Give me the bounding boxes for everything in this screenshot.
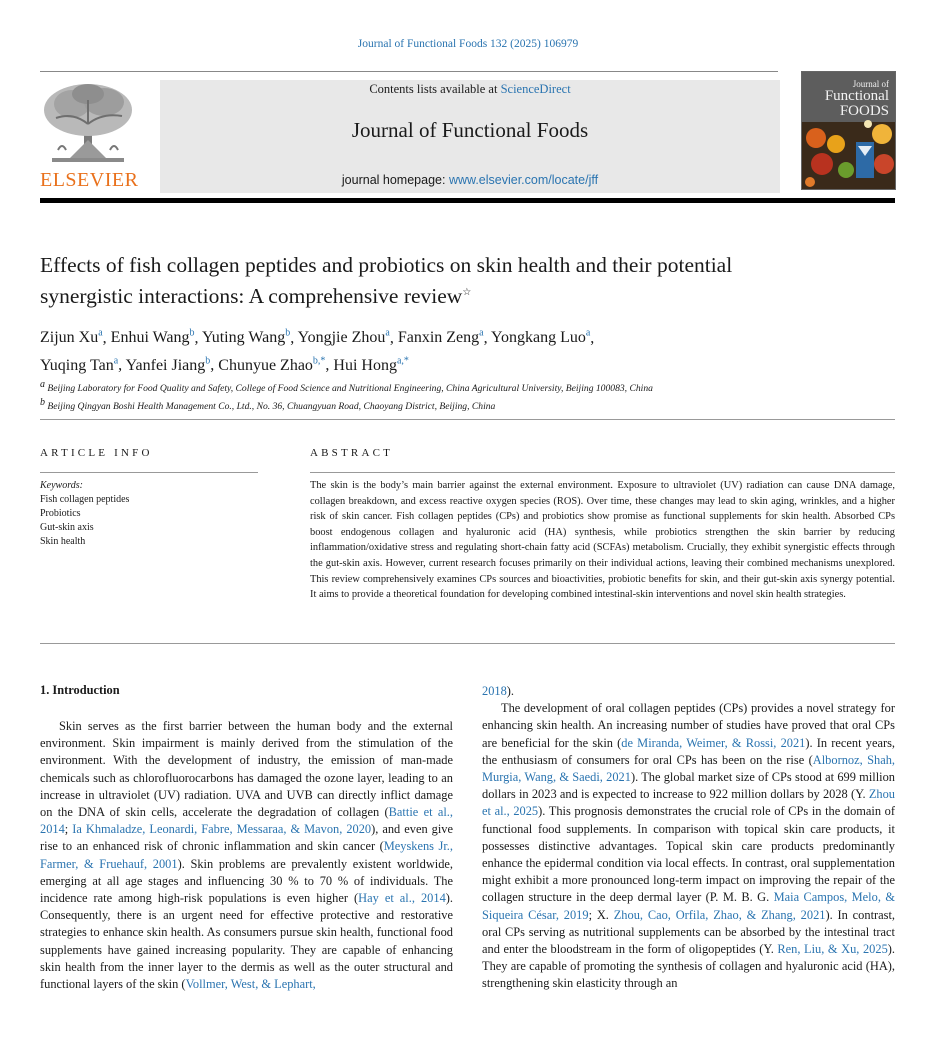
journal-citation[interactable]: Journal of Functional Foods 132 (2025) 106979 — [357, 38, 579, 50]
journal-banner — [160, 80, 780, 193]
body-text: ). They are capable of promoting the synthesis of collagen and hyaluronic acid (HA), strengthening skin elasticity through an — [482, 942, 895, 991]
citation-link[interactable]: Meyskens Jr., Farmer, & Fruehauf, 2001 — [40, 839, 453, 871]
cover-line-1: Journal of — [852, 79, 889, 89]
paragraph-continuation — [482, 683, 895, 700]
author[interactable]: Yuqing Tan$^a$ — [40, 355, 119, 374]
body-text: Skin serves as the first barrier between the human body and the external environment. Skin impairment is mainly derived from the stimulation of the environment. With the development of industry, the emission of man-made chemicals such as chlorofluorocarbons has damaged the ozone layer, leading to an increase in ultraviolet (UV) radiation. UVA and UVB can directly inflict damage on the DNA of skin cells, accelerate the degradation of collagen ( — [40, 719, 453, 820]
citation-link[interactable]: Vollmer, West, & Lephart, — [185, 977, 316, 992]
abstract-text: The skin is the body’s main barrier against the external environment. Exposure to ultraviolet (UV) radiation can cause DNA damage, collagen breakdown, and excess reactive oxygen species (ROS). Over time, these changes may lead to skin aging, wrinkles, and a higher risk of skin cancer. Fish collagen peptides (CPs) and probiotics show promise as functional supplements for skin health. Absorbed CPs boost endogenous collagen and hyaluronic acid (HA) synthesis, while probiotics strengthen the skin barrier by reducing inflammation/oxidative stress and regulating short-chain fatty acid (SCFAs) metabolism. Crucially, they exhibit synergistic effects through the gut-skin axis. However, current research focuses primarily on their individual actions, leaving their combined mechanisms unexplored. This review comprehensively examines CPs sources and bioactivities, probiotic benefits for skin, and their gut-skin axis synergy potential. It aims to provide a theoretical foundation for developing combined intestinal-skin interventions and novel skin health strategies. — [310, 480, 895, 601]
citation-link[interactable]: Ren, Liu, & Xu, 2025 — [777, 942, 888, 957]
author[interactable]: Yongjie Zhou$^a$ — [297, 328, 390, 347]
cover-line-2: Functional — [824, 88, 889, 104]
divider — [40, 419, 895, 420]
author[interactable]: Yongkang Luo$^a$ — [491, 328, 591, 347]
body-text: ). Skin problems are prevalently existent worldwide, emerging at all age stages and influencing 30 % to 70 % of individuals. The incidence rate among high-risk populations is even higher ( — [40, 856, 454, 906]
citation-link[interactable]: de Miranda, Weimer, & Rossi, 2021 — [621, 735, 806, 750]
citation-link[interactable]: 2018 — [482, 684, 507, 698]
body-text: ). Consequently, there is an urgent need for effective protective and restorative strategies to enhance skin health. As consumers pursue skin health, functional food supplements have gained increasing popularity. They are capable of enhancing skin health from the inner layer to the dermis as well as the outer structural and functional layers of the skin ( — [40, 891, 453, 992]
body-text: ; X. — [588, 907, 614, 922]
affiliation-b: $^b$ Beijing Qingyan Boshi Health Management Co., Ltd., No. 36, Chuangyuan Road, Chaoyang District, Beijing, China — [40, 397, 496, 413]
homepage-prefix: journal homepage: — [341, 173, 449, 187]
citation-link[interactable]: Ia Khmaladze, Leonardi, Fabre, Messaraa, & Mavon, 2020 — [72, 822, 372, 837]
keyword: Skin health — [40, 536, 86, 547]
body-text: The development of oral collagen peptides (CPs) provides a novel strategy for enhancing skin health. An increasing number of studies have proved that oral CPs are beneficial for the skin ( — [482, 701, 895, 750]
author[interactable]: Enhui Wang$^b$ — [110, 328, 195, 347]
citation-link[interactable]: Albornoz, Shah, Murgia, Wang, & Saedi, 2021 — [482, 752, 896, 785]
affiliations — [40, 378, 890, 414]
author[interactable]: Hui Hong$^{a,*}$ — [333, 355, 409, 374]
elsevier-tree-icon — [38, 80, 138, 170]
citation-link[interactable]: Hay et al., 2014 — [358, 891, 446, 906]
header-thick-rule — [40, 198, 895, 203]
author[interactable]: Yanfei Jiang$^b$ — [125, 355, 211, 374]
homepage-line — [160, 173, 780, 187]
citation-link[interactable]: Zhou et al., 2025 — [482, 787, 895, 819]
cover-line-3: FOODS — [839, 103, 889, 119]
paragraph — [40, 718, 453, 993]
keywords-label: Keywords: — [40, 480, 83, 491]
elsevier-wordmark: ELSEVIER — [40, 169, 139, 191]
affiliation-a: $^a$ Beijing Laboratory for Food Quality and Safety, College of Food Science and Nutritional Engineering, China Agricultural University, Beijing 100083, China — [40, 379, 653, 395]
keywords — [40, 479, 129, 549]
author[interactable]: Yuting Wang$^b$ — [201, 328, 291, 347]
article-info-rule — [40, 472, 258, 473]
article-title-text: Effects of fish collagen peptides and probiotics on skin health and their potential synergistic interactions: A comprehensive review — [40, 253, 733, 309]
body-column-right — [482, 683, 895, 993]
body-text: ). — [506, 684, 515, 698]
article-info-heading: ARTICLE INFO — [40, 447, 153, 459]
citation-link[interactable]: Maia Campos, Melo, & Siqueira César, 2019 — [482, 890, 895, 922]
body-text: ). In contrast, oral CPs serving as nutritional supplements can be absorbed by the intestinal tract and enter the bloodstream in the form of oligopeptides (Y. — [482, 907, 896, 957]
cover-title — [825, 80, 889, 119]
divider — [40, 643, 895, 644]
journal-cover[interactable] — [801, 71, 896, 190]
paragraph — [482, 700, 895, 992]
elsevier-logo[interactable] — [38, 80, 138, 192]
keyword: Probiotics — [40, 508, 81, 519]
abstract-heading: ABSTRACT — [310, 447, 394, 459]
article-title — [40, 251, 800, 310]
body-text: ), and even give rise to an enhanced risk of chronic inflammation and skin cancer ( — [40, 822, 453, 854]
author[interactable]: Fanxin Zeng$^a$ — [397, 328, 484, 347]
homepage-link[interactable]: www.elsevier.com/locate/jff — [448, 173, 599, 187]
sciencedirect-link[interactable]: ScienceDirect — [500, 82, 571, 96]
citation-link[interactable]: Battie et al., 2014 — [40, 805, 454, 837]
section-heading-introduction: 1. Introduction — [40, 683, 120, 697]
contents-line — [160, 82, 780, 97]
body-text: ). This prognosis demonstrates the crucial role of CPs in the domain of functional food supplements. In comparison with topical skin care products, it possesses distinctive advantages. Topical skin care products predominantly enhance the epidermal condition via local effects. In contrast, oral supplementation might exhibit a more pronounced long-term impact on improving the repair of the collagen structure in the deep dermal layer (P. M. B. G. — [482, 804, 896, 905]
journal-title: Journal of Functional Foods — [351, 118, 589, 142]
keyword: Fish collagen peptides — [40, 494, 130, 505]
author[interactable]: Zijun Xu$^a$ — [40, 328, 103, 347]
body-text: ). The global market size of CPs stood at 699 million dollars in 2023 and is expected to increase to 922 million dollars by 2028 (Y. — [482, 770, 895, 802]
author-list: Zijun Xu$^a$, Enhui Wang$^b$, Yuting Wang$^b$, Yongjie Zhou$^a$, Fanxin Zeng$^a$, Yongkang Luo$^a$, Yuqing Tan$^a$, Yanfei Jiang$^b$, Chunyue Zhao$^{b,*}$, Hui Hong$^{a,*}$ — [40, 328, 595, 374]
body-text: ; — [64, 822, 73, 837]
title-footnote-mark[interactable]: ☆ — [462, 287, 472, 298]
abstract-rule — [310, 472, 895, 473]
contents-prefix: Contents lists available at — [369, 82, 501, 96]
keyword: Gut-skin axis — [40, 522, 94, 533]
body-column-left — [40, 718, 453, 993]
body-text: ). In recent years, the enthusiasm of consumers for oral CPs has been on the rise ( — [482, 735, 895, 767]
header-divider — [40, 71, 778, 72]
citation-link[interactable]: Zhou, Cao, Orfila, Zhao, & Zhang, 2021 — [613, 907, 826, 922]
author[interactable]: Chunyue Zhao$^{b,*}$ — [218, 355, 326, 374]
